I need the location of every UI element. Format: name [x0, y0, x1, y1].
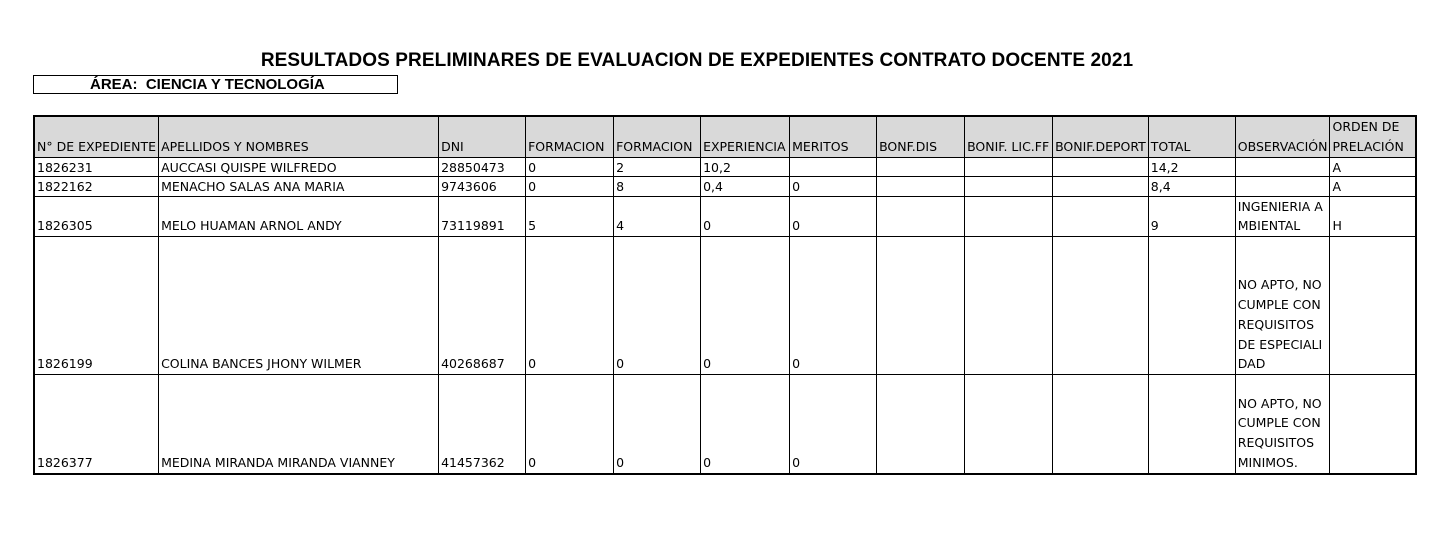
col-header-expediente: N° DE EXPEDIENTE: [34, 116, 159, 157]
table-row: [34, 375, 1416, 474]
cell-bonf-dis: [877, 157, 965, 176]
cell-formacion-2: 0: [614, 237, 701, 375]
cell-bonf-dis: [877, 375, 965, 474]
cell-formacion-1: 0: [526, 176, 614, 196]
cell-total: [1148, 375, 1235, 474]
cell-observacion: [1235, 176, 1330, 196]
cell-meritos: 0: [790, 375, 877, 474]
cell-orden: [1330, 375, 1416, 474]
cell-formacion-2: 2: [614, 157, 701, 176]
cell-observacion: NO APTO, NO CUMPLE CON REQUISITOS DE ESPECIALIDAD: [1235, 237, 1330, 375]
cell-meritos: 0: [790, 196, 877, 237]
cell-bonif-deport: [1053, 157, 1149, 176]
table-row: [34, 196, 1416, 237]
cell-total: [1148, 237, 1235, 375]
col-header-formacion-2: FORMACION: [614, 116, 701, 157]
col-header-observacion: OBSERVACIÓN: [1235, 116, 1330, 157]
cell-experiencia: 0: [701, 196, 790, 237]
cell-bonf-dis: [877, 196, 965, 237]
cell-formacion-1: 0: [526, 237, 614, 375]
cell-total: 9: [1148, 196, 1235, 237]
cell-observacion: NO APTO, NO CUMPLE CON REQUISITOS MINIMOS.: [1235, 375, 1330, 474]
cell-bonif-deport: [1053, 237, 1149, 375]
cell-meritos: 0: [790, 176, 877, 196]
col-header-orden-prelacion: ORDEN DE PRELACIÓN: [1330, 116, 1416, 157]
results-table: [33, 115, 1417, 475]
cell-expediente: 1826231: [34, 157, 159, 176]
cell-bonif-lic-ff: [965, 375, 1053, 474]
cell-bonif-lic-ff: [965, 237, 1053, 375]
col-header-meritos: MERITOS: [790, 116, 877, 157]
cell-nombre: MEDINA MIRANDA MIRANDA VIANNEY: [159, 375, 439, 474]
cell-observacion: INGENIERIA AMBIENTAL: [1235, 196, 1330, 237]
cell-formacion-1: 0: [526, 375, 614, 474]
cell-dni: 40268687: [439, 237, 526, 375]
cell-bonif-deport: [1053, 176, 1149, 196]
cell-observacion: [1235, 157, 1330, 176]
cell-experiencia: 0,4: [701, 176, 790, 196]
document-title: RESULTADOS PRELIMINARES DE EVALUACION DE EXPEDIENTES CONTRATO DOCENTE 2021: [260, 50, 1134, 71]
cell-bonf-dis: [877, 237, 965, 375]
cell-orden: A: [1330, 176, 1416, 196]
cell-experiencia: 0: [701, 375, 790, 474]
cell-expediente: 1826305: [34, 196, 159, 237]
table-header-row: [34, 116, 1416, 157]
cell-meritos: [790, 157, 877, 176]
cell-experiencia: 0: [701, 237, 790, 375]
col-header-apellidos-nombres: APELLIDOS Y NOMBRES: [159, 116, 439, 157]
col-header-bonif-lic-ff: BONIF. LIC.FF: [965, 116, 1053, 157]
col-header-bonif-deport: BONIF.DEPORT: [1053, 116, 1149, 157]
cell-nombre: MENACHO SALAS ANA MARIA: [159, 176, 439, 196]
cell-dni: 41457362: [439, 375, 526, 474]
col-header-dni: DNI: [439, 116, 526, 157]
area-label-box: [33, 75, 398, 94]
cell-bonif-lic-ff: [965, 157, 1053, 176]
cell-nombre: AUCCASI QUISPE WILFREDO: [159, 157, 439, 176]
cell-expediente: 1826377: [34, 375, 159, 474]
cell-orden: H: [1330, 196, 1416, 237]
cell-formacion-1: 5: [526, 196, 614, 237]
col-header-total: TOTAL: [1148, 116, 1235, 157]
cell-bonif-deport: [1053, 375, 1149, 474]
cell-meritos: 0: [790, 237, 877, 375]
cell-orden: [1330, 237, 1416, 375]
cell-formacion-1: 0: [526, 157, 614, 176]
area-label: ÁREA: CIENCIA Y TECNOLOGÍA: [90, 76, 325, 93]
cell-dni: 9743606: [439, 176, 526, 196]
cell-nombre: MELO HUAMAN ARNOL ANDY: [159, 196, 439, 237]
cell-expediente: 1822162: [34, 176, 159, 196]
table-row: [34, 176, 1416, 196]
cell-bonf-dis: [877, 176, 965, 196]
cell-formacion-2: 0: [614, 375, 701, 474]
col-header-formacion-1: FORMACION: [526, 116, 614, 157]
cell-formacion-2: 4: [614, 196, 701, 237]
table-row: [34, 157, 1416, 176]
cell-bonif-deport: [1053, 196, 1149, 237]
cell-dni: 28850473: [439, 157, 526, 176]
cell-formacion-2: 8: [614, 176, 701, 196]
col-header-bonf-dis: BONF.DIS: [877, 116, 965, 157]
cell-nombre: COLINA BANCES JHONY WILMER: [159, 237, 439, 375]
col-header-experiencia: EXPERIENCIA: [701, 116, 790, 157]
cell-dni: 73119891: [439, 196, 526, 237]
cell-expediente: 1826199: [34, 237, 159, 375]
table-row: [34, 237, 1416, 375]
cell-bonif-lic-ff: [965, 196, 1053, 237]
cell-total: 14,2: [1148, 157, 1235, 176]
cell-orden: A: [1330, 157, 1416, 176]
cell-experiencia: 10,2: [701, 157, 790, 176]
cell-total: 8,4: [1148, 176, 1235, 196]
cell-bonif-lic-ff: [965, 176, 1053, 196]
